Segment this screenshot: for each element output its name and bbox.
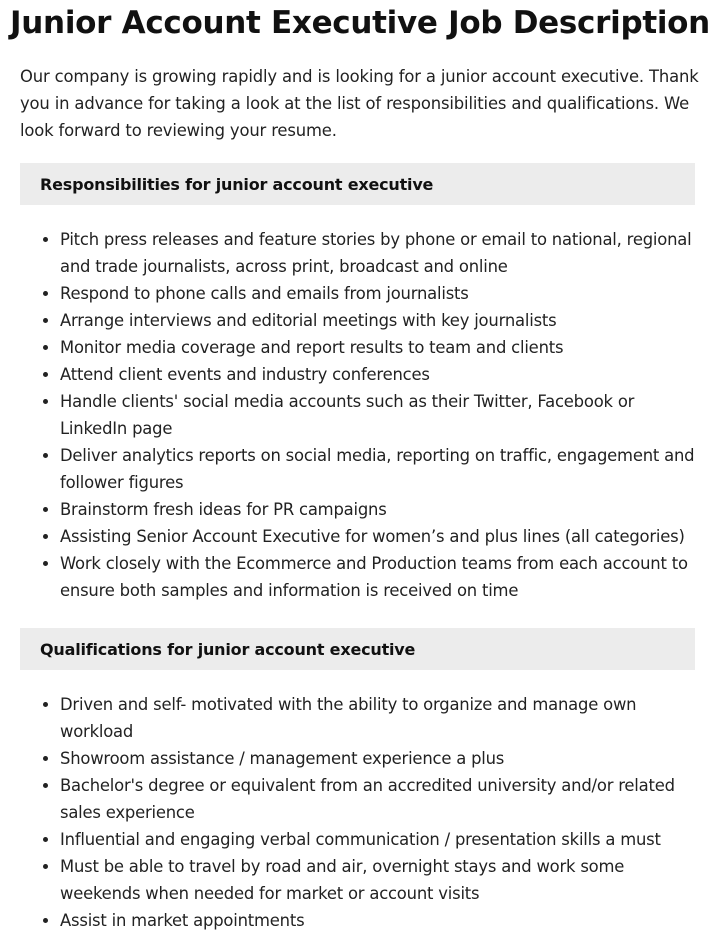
qualifications-list bbox=[0, 691, 720, 934]
list-item: Monitor media coverage and report results to team and clients bbox=[60, 334, 698, 361]
list-item: Deliver analytics reports on social media, reporting on traffic, engagement and follower figures bbox=[60, 442, 698, 496]
list-item: Must be able to travel by road and air, overnight stays and work some weekends when needed for market or account visits bbox=[60, 853, 698, 907]
list-item: Influential and engaging verbal communication / presentation skills a must bbox=[60, 826, 698, 853]
list-item: Pitch press releases and feature stories by phone or email to national, regional and trade journalists, across print, broadcast and online bbox=[60, 226, 698, 280]
list-item: Driven and self- motivated with the ability to organize and manage own workload bbox=[60, 691, 698, 745]
list-item: Respond to phone calls and emails from journalists bbox=[60, 280, 698, 307]
list-item: Bachelor's degree or equivalent from an accredited university and/or related sales experience bbox=[60, 772, 698, 826]
qualifications-heading: Qualifications for junior account executive bbox=[20, 628, 695, 670]
intro-paragraph: Our company is growing rapidly and is looking for a junior account executive. Thank you in advance for taking a look at the list of responsibilities and qualifications. We look forward to reviewing your resume. bbox=[20, 67, 699, 140]
list-item: Arrange interviews and editorial meetings with key journalists bbox=[60, 307, 698, 334]
list-item: Work closely with the Ecommerce and Production teams from each account to ensure both samples and information is received on time bbox=[60, 550, 698, 604]
list-item: Showroom assistance / management experience a plus bbox=[60, 745, 698, 772]
list-item: Assist in market appointments bbox=[60, 907, 698, 934]
list-item: Attend client events and industry conferences bbox=[60, 361, 698, 388]
page-title: Junior Account Executive Job Description bbox=[10, 5, 710, 41]
responsibilities-list bbox=[0, 226, 720, 604]
list-item: Brainstorm fresh ideas for PR campaigns bbox=[60, 496, 698, 523]
responsibilities-heading: Responsibilities for junior account executive bbox=[20, 163, 695, 205]
list-item: Assisting Senior Account Executive for women’s and plus lines (all categories) bbox=[60, 523, 698, 550]
list-item: Handle clients' social media accounts such as their Twitter, Facebook or LinkedIn page bbox=[60, 388, 698, 442]
